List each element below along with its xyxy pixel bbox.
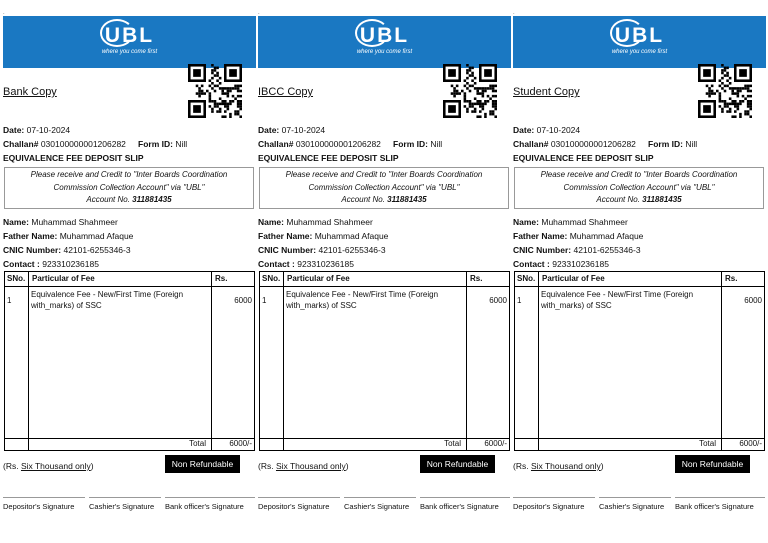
cnic-number: 42101-6255346-3 xyxy=(573,245,641,255)
slip-student-copy: . UBL where you come first Student Copy Date: 07-10-2024 Challan# 030100000001206282 Form ID: Nill EQUIVALENCE FEE DEPOSIT SLIP Please receive and Credit to "Inter Boards Coordination Commission Collection Account" via "UBL" Account No. 311881435 Name: Muhammad Shahmeer Father Name: Muhammad Afaque CNIC Number: 42101-6255346-3 Contact : 923310236185 SNo. Particular of Fee Rs. 1 Equivalence Fee - New/First Time (Foreign with_marks) of SSC 6000 Total 6000/- (Rs. Six Thousand only) Non Refundable Depositor's Signature Cashier's Signature Bank officer's Signature xyxy=(513,10,766,540)
date-value: 07-10-2024 xyxy=(26,125,71,135)
formid-value: Nill xyxy=(430,139,443,149)
account-number: 311881435 xyxy=(132,195,172,204)
amount-in-words: (Rs. Six Thousand only) xyxy=(3,461,94,471)
cashier-signature: Cashier's Signature xyxy=(344,502,410,511)
qr-code-icon xyxy=(443,64,497,118)
fee-total: 6000/- xyxy=(229,439,252,448)
qr-code-icon xyxy=(698,64,752,118)
challan-value: 030100000001206282 xyxy=(550,139,636,149)
formid-value: Nill xyxy=(685,139,698,149)
ubl-tagline: where you come first xyxy=(611,49,668,55)
ubl-banner xyxy=(513,16,766,68)
slip-title: EQUIVALENCE FEE DEPOSIT SLIP xyxy=(3,153,144,163)
fee-amount: 6000 xyxy=(744,296,762,305)
cnic-number: 42101-6255346-3 xyxy=(63,245,131,255)
cashier-signature: Cashier's Signature xyxy=(89,502,155,511)
slip-bank-copy: . UBL where you come first Bank Copy Date: 07-10-2024 Challan# 030100000001206282 Form ID: Nill EQUIVALENCE FEE DEPOSIT SLIP Please receive and Credit to "Inter Boards Coordination Commission Collection Account" via "UBL" Account No. 311881435 Name: Muhammad Shahmeer Father Name: Muhammad Afaque CNIC Number: 42101-6255346-3 Contact : 923310236185 SNo. Particular of Fee Rs. 1 Equivalence Fee - New/First Time (Foreign with_marks) of SSC 6000 Total 6000/- (Rs. Six Thousand only) Non Refundable Depositor's Signature Cashier's Signature Bank officer's Signature xyxy=(3,10,256,540)
father-name: Muhammad Afaque xyxy=(314,231,389,241)
officer-signature: Bank officer's Signature xyxy=(165,502,244,511)
fee-particular: Equivalence Fee - New/First Time (Foreign with_marks) of SSC xyxy=(31,290,184,310)
non-refundable-badge: Non Refundable xyxy=(420,455,495,473)
slip-title: EQUIVALENCE FEE DEPOSIT SLIP xyxy=(513,153,654,163)
student-name: Muhammad Shahmeer xyxy=(286,217,373,227)
ubl-tagline: where you come first xyxy=(356,49,413,55)
officer-signature: Bank officer's Signature xyxy=(675,502,754,511)
copy-name: IBCC Copy xyxy=(258,86,314,98)
qr-code-icon xyxy=(188,64,242,118)
fee-total: 6000/- xyxy=(739,439,762,448)
fee-table: SNo. Particular of Fee Rs. 1 Equivalence Fee - New/First Time (Foreign with_marks) of SSC 6000 Total 6000/- xyxy=(4,271,255,451)
slip-title: EQUIVALENCE FEE DEPOSIT SLIP xyxy=(258,153,399,163)
fee-particular: Equivalence Fee - New/First Time (Foreign with_marks) of SSC xyxy=(286,290,439,310)
fee-amount: 6000 xyxy=(489,296,507,305)
credit-instructions: Please receive and Credit to "Inter Boards Coordination Commission Collection Account" via "UBL" Account No. 311881435 xyxy=(514,167,764,209)
student-name: Muhammad Shahmeer xyxy=(31,217,118,227)
ubl-logo: UBL xyxy=(104,24,155,47)
depositor-signature: Depositor's Signature xyxy=(513,502,585,511)
credit-instructions: Please receive and Credit to "Inter Boards Coordination Commission Collection Account" via "UBL" Account No. 311881435 xyxy=(259,167,509,209)
ubl-logo: UBL xyxy=(614,24,665,47)
fee-amount: 6000 xyxy=(234,296,252,305)
officer-signature: Bank officer's Signature xyxy=(420,502,499,511)
fee-particular: Equivalence Fee - New/First Time (Foreign with_marks) of SSC xyxy=(541,290,694,310)
formid-value: Nill xyxy=(175,139,188,149)
credit-instructions: Please receive and Credit to "Inter Boards Coordination Commission Collection Account" via "UBL" Account No. 311881435 xyxy=(4,167,254,209)
ubl-banner xyxy=(3,16,256,68)
copy-name: Student Copy xyxy=(513,86,580,98)
contact-number: 923310236185 xyxy=(297,259,354,269)
date-value: 07-10-2024 xyxy=(536,125,581,135)
cnic-number: 42101-6255346-3 xyxy=(318,245,386,255)
fee-table: SNo. Particular of Fee Rs. 1 Equivalence Fee - New/First Time (Foreign with_marks) of SSC 6000 Total 6000/- xyxy=(514,271,765,451)
ubl-logo: UBL xyxy=(359,24,410,47)
challan-value: 030100000001206282 xyxy=(40,139,126,149)
date-value: 07-10-2024 xyxy=(281,125,326,135)
student-name: Muhammad Shahmeer xyxy=(541,217,628,227)
non-refundable-badge: Non Refundable xyxy=(675,455,750,473)
copy-name: Bank Copy xyxy=(3,86,57,98)
father-name: Muhammad Afaque xyxy=(569,231,644,241)
father-name: Muhammad Afaque xyxy=(59,231,134,241)
contact-number: 923310236185 xyxy=(552,259,609,269)
non-refundable-badge: Non Refundable xyxy=(165,455,240,473)
amount-in-words: (Rs. Six Thousand only) xyxy=(258,461,349,471)
depositor-signature: Depositor's Signature xyxy=(258,502,330,511)
contact-number: 923310236185 xyxy=(42,259,99,269)
account-number: 311881435 xyxy=(642,195,682,204)
cashier-signature: Cashier's Signature xyxy=(599,502,665,511)
depositor-signature: Depositor's Signature xyxy=(3,502,75,511)
fee-table: SNo. Particular of Fee Rs. 1 Equivalence Fee - New/First Time (Foreign with_marks) of SSC 6000 Total 6000/- xyxy=(259,271,510,451)
ubl-tagline: where you come first xyxy=(101,49,158,55)
fee-total: 6000/- xyxy=(484,439,507,448)
slip-ibcc-copy: . UBL where you come first IBCC Copy Date: 07-10-2024 Challan# 030100000001206282 Form ID: Nill EQUIVALENCE FEE DEPOSIT SLIP Please receive and Credit to "Inter Boards Coordination Commission Collection Account" via "UBL" Account No. 311881435 Name: Muhammad Shahmeer Father Name: Muhammad Afaque CNIC Number: 42101-6255346-3 Contact : 923310236185 SNo. Particular of Fee Rs. 1 Equivalence Fee - New/First Time (Foreign with_marks) of SSC 6000 Total 6000/- (Rs. Six Thousand only) Non Refundable Depositor's Signature Cashier's Signature Bank officer's Signature xyxy=(258,10,511,540)
challan-value: 030100000001206282 xyxy=(295,139,381,149)
amount-in-words: (Rs. Six Thousand only) xyxy=(513,461,604,471)
account-number: 311881435 xyxy=(387,195,427,204)
ubl-banner xyxy=(258,16,511,68)
